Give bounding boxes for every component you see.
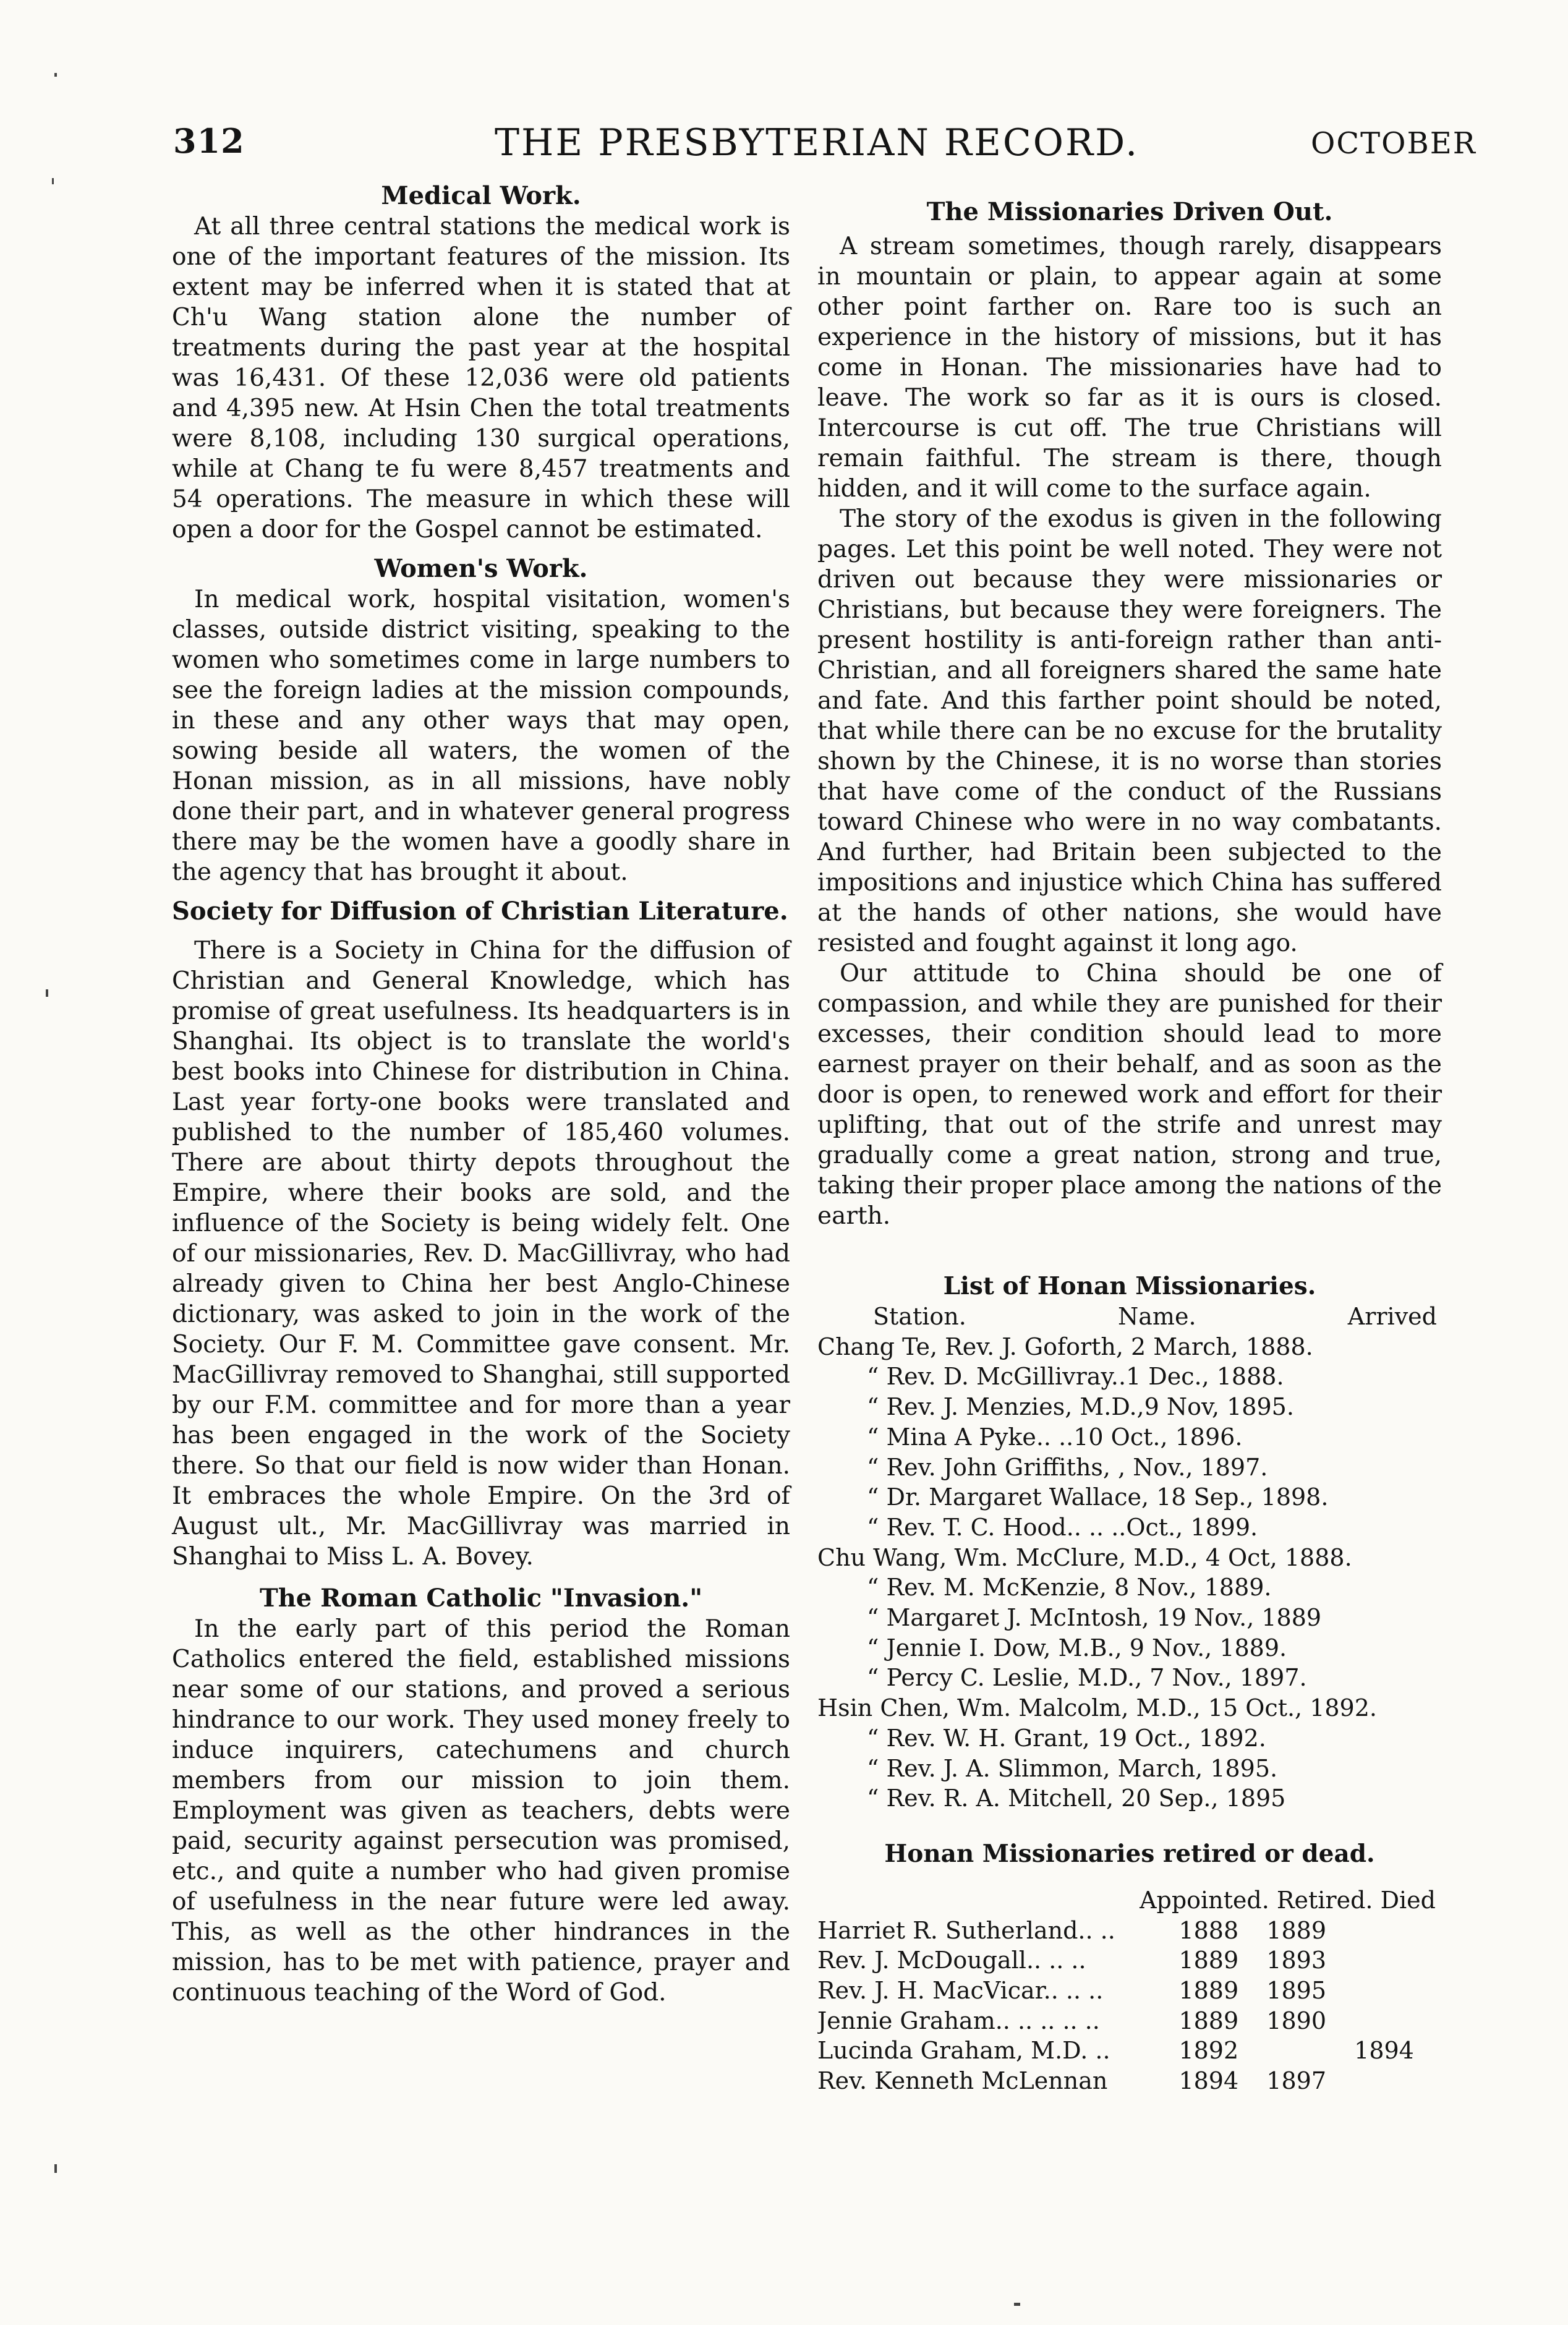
section-heading: Society for Diffusion of Christian Literature. [172,897,788,926]
cell-died: 1894 [1354,2037,1414,2065]
section-missionaries-driven-out [817,197,1442,1231]
section-paragraph: A stream sometimes, though rarely, disappears in mountain or plain, to appear again at some other point farther on. Rare too is such an experience in the history of missions, but it has come in Honan. The missionaries have had to leave. The work so far as it is ours is closed. Intercourse is cut off. The true Christians will remain faithful. The stream is there, though hidden, and it will come to the surface again. [817,232,1442,503]
scan-speck [54,2164,57,2173]
cell-retired [1266,2036,1354,2066]
cell-appointed: 1894 [1178,2067,1239,2095]
list-row: “ Margaret J. McIntosh, 19 Nov., 1889 [867,1604,1322,1632]
section-catholic-invasion [172,1583,790,2008]
list-row: “ Rev. R. A. Mitchell, 20 Sep., 1895 [867,1785,1286,1812]
cell-name: Rev. Kenneth McLennan [817,2067,1108,2095]
section-christian-literature [172,896,790,1572]
section-paragraph: Our attitude to China should be one of compassion, and while they are punished for their excesses, their condition should lead to more earnest prayer on their behalf, and as soon as the door is open, to renewed work and effort for their uplifting, that out of the strife and unrest may gradually come a great nation, strong and true, taking their proper place among the nations of the earth. [817,960,1442,1230]
section-medical-work [172,181,790,545]
list-column-headers [817,1302,1442,1332]
table-row [817,1945,1442,1976]
list-row: “ Rev. M. McKenzie, 8 Nov., 1889. [867,1574,1272,1602]
page-number: 312 [173,121,245,161]
list-title: List of Honan Missionaries. [943,1272,1316,1300]
list-row: “ Rev. J. A. Slimmon, March, 1895. [867,1754,1278,1782]
issue-month: OCTOBER [1311,126,1476,161]
cell-retired: 1889 [1266,1916,1327,1944]
cell-name: Harriet R. Sutherland.. .. [817,1916,1115,1944]
table-column-headers: Appointed. Retired. Died [1140,1886,1436,1914]
honan-missionaries-list [817,1271,1442,1814]
scan-speck [54,73,57,77]
cell-died [1354,1945,1442,1976]
table-row [817,2036,1442,2066]
cell-retired: 1893 [1266,1947,1327,1974]
column-header-station: Station. [873,1303,966,1330]
right-column [817,197,1442,2096]
list-row: Hsin Chen, Wm. Malcolm, M.D., 15 Oct., 1892. [817,1694,1377,1722]
list-row: “ Dr. Margaret Wallace, 18 Sep., 1898. [867,1483,1329,1511]
list-row: “ Rev. W. H. Grant, 19 Oct., 1892. [867,1724,1266,1752]
list-row: “ Rev. T. C. Hood.. .. ..Oct., 1899. [867,1513,1258,1541]
retired-missionaries-table [817,1838,1442,2096]
list-row: “ Rev. J. Menzies, M.D.,9 Nov, 1895. [867,1393,1294,1421]
scan-speck [1014,2303,1020,2306]
section-paragraph: There is a Society in China for the diffusion of Christian and General Knowledge, which has promise of great usefulness. Its headquarters is in Shanghai. Its object is to translate the world's best books into Chinese for distribution in China. Last year forty-one books were translated and published to the number of 185,460 volumes. There are about thirty depots throughout the Empire, where their books are sold, and the influence of the Society is being widely felt. One of our missionaries, Rev. D. MacGillivray, who had already given to China her best Anglo-Chinese dictionary, was asked to join in the work of the Society. Our F. M. Committee gave consent. Mr. MacGillivray removed to Shanghai, still supported by our F.M. committee and for more than a year has been engaged in the work of the Society there. So that our field is now wider than Honan. It embraces the whole Empire. On the 3rd of August ult., Mr. MacGillivray was married in Shanghai to Miss L. A. Bovey. [172,937,790,1571]
list-row: “ Jennie I. Dow, M.B., 9 Nov., 1889. [867,1634,1287,1662]
scan-speck [46,989,48,997]
cell-appointed: 1889 [1178,1977,1239,2005]
cell-died [1354,2066,1442,2096]
cell-appointed: 1889 [1178,1947,1239,1974]
section-paragraph: In the early part of this period the Roman Catholics entered the field, established missions near some of our stations, and proved a serious hindrance to our work. They used money freely to induce inquirers, catechumens and church members from our mission to join them. Employment was given as teachers, debts were paid, security against persecution was promised, etc., and quite a number who had given promise of usefulness in the near future were led away. This, as well as the other hindrances in the mission, has to be met with patience, prayer and continuous teaching of the Word of God. [172,1615,790,2007]
cell-retired: 1895 [1266,1977,1327,2005]
cell-appointed: 1888 [1178,1916,1239,1944]
list-row: “ Rev. John Griffiths, , Nov., 1897. [867,1453,1268,1481]
section-heading: Medical Work. [381,181,581,210]
list-row: “ Rev. D. McGillivray..1 Dec., 1888. [867,1363,1284,1391]
cell-died [1354,2006,1442,2036]
cell-name: Rev. J. McDougall.. .. .. [817,1947,1086,1974]
table-row [817,1976,1442,2006]
cell-appointed: 1889 [1178,2007,1239,2034]
cell-died [1354,1976,1442,2006]
scan-speck [52,178,54,184]
list-row: Chu Wang, Wm. McClure, M.D., 4 Oct, 1888. [817,1543,1352,1571]
column-header-name: Name. [1118,1303,1196,1330]
cell-name: Lucinda Graham, M.D. .. [817,2037,1110,2065]
cell-died [1354,1916,1442,1946]
table-row [817,2006,1442,2036]
section-heading: The Missionaries Driven Out. [926,197,1333,226]
table-row [817,1916,1442,1946]
cell-name: Rev. J. H. MacVicar.. .. .. [817,1977,1104,2005]
cell-name: Jennie Graham.. .. .. .. .. [817,2007,1100,2034]
column-header-arrived: Arrived [1347,1303,1437,1330]
list-row: “ Percy C. Leslie, M.D., 7 Nov., 1897. [867,1664,1307,1692]
section-paragraph: At all three central stations the medical work is one of the important features of the mission. Its extent may be inferred when it is stated that at Ch'u Wang station alone the number of treatments during the past year at the hospital was 16,431. Of these 12,036 were old patients and 4,395 new. At Hsin Chen the total treatments were 8,108, including 130 surgical operations, while at Chang te fu were 8,457 treatments and 54 operations. The measure in which these will open a door for the Gospel cannot be estimated. [172,213,790,544]
list-row: Chang Te, Rev. J. Goforth, 2 March, 1888. [817,1333,1313,1360]
cell-retired: 1890 [1266,2007,1327,2034]
cell-retired: 1897 [1266,2067,1327,2095]
table-row [817,2066,1442,2096]
left-column [172,181,790,2008]
section-heading: Women's Work. [374,554,588,583]
section-womens-work [172,553,790,887]
page-header [0,121,1568,177]
cell-appointed: 1892 [1178,2037,1239,2065]
section-paragraph: The story of the exodus is given in the following pages. Let this point be well noted. They were not driven out because they were missionaries or Christians, but because they were foreigners. The present hostility is anti-foreign rather than anti-Christian, and all foreigners shared the same hate and fate. And this farther point should be noted, that while there can be no excuse for the brutality shown by the Chinese, it is no worse than stories that have come of the conduct of the Russians toward Chinese who were in no way combatants. And further, had Britain been subjected to the impositions and injustice which China has suffered at the hands of other nations, she would have resisted and fought against it long ago. [817,505,1442,957]
list-row: “ Mina A Pyke.. ..10 Oct., 1896. [867,1423,1243,1451]
section-heading: The Roman Catholic "Invasion." [259,1584,703,1613]
section-paragraph: In medical work, hospital visitation, women's classes, outside district visiting, speaking to the women who sometimes come in large numbers to see the foreign ladies at the mission compounds, in these and any other ways that may open, sowing beside all waters, the women of the Honan mission, as in all missions, have nobly done their part, and in whatever general progress there may be the women have a goodly share in the agency that has brought it about. [172,586,790,886]
publication-title: THE PRESBYTERIAN RECORD. [495,121,1140,164]
table-title: Honan Missionaries retired or dead. [884,1839,1375,1868]
